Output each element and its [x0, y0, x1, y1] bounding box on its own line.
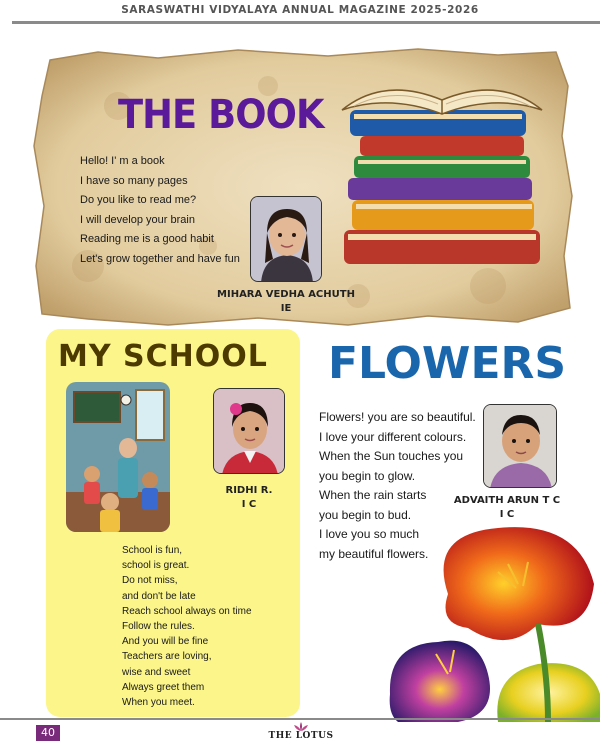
poem-line: I will develop your brain	[80, 213, 195, 226]
book-stack-illustration	[334, 80, 550, 280]
flower-illustration	[388, 524, 600, 722]
poem-line: I love your different colours.	[319, 429, 467, 444]
poem-line: and don't be late	[122, 590, 196, 602]
poem-line: Do you like to read me?	[80, 194, 197, 206]
flowers-title: FLOWERS	[328, 338, 567, 389]
poem-line: Flowers! you are so beautiful.	[319, 410, 476, 424]
poem-line: wise and sweet	[122, 666, 191, 678]
magazine-header: SARASWATHI VIDYALAYA ANNUAL MAGAZINE 2025-2026	[121, 4, 479, 16]
poem-line: When you meet.	[122, 697, 195, 709]
author-caption-advaith	[452, 494, 562, 522]
poem-line: Follow the rules.	[122, 621, 195, 633]
poem-line: my beautiful flowers.	[319, 546, 429, 561]
school-poem	[122, 543, 252, 710]
book-title: THE BOOK	[118, 92, 324, 138]
author-name: MIHARA VEDHA ACHUTH	[217, 289, 355, 300]
author-caption-ridhi	[210, 484, 288, 512]
poem-line: When the rain starts	[319, 488, 427, 502]
poem-line: When the Sun touches you	[319, 449, 464, 463]
poem-line: I have so many pages	[80, 174, 188, 187]
magazine-logo	[266, 722, 336, 746]
logo-text: THE LOTUS	[268, 731, 334, 741]
poem-line: And you will be fine	[122, 636, 209, 648]
classroom-illustration	[66, 382, 170, 532]
author-class: IE	[280, 303, 292, 314]
poem-line: Teachers are loving,	[122, 651, 212, 663]
author-photo-advaith	[483, 404, 557, 488]
poem-line: you begin to bud.	[319, 507, 412, 522]
lotus-icon	[291, 722, 311, 731]
author-class: I C	[499, 509, 515, 520]
page-number-badge: 40	[36, 725, 60, 741]
poem-line: Always greet them	[122, 681, 205, 693]
poem-line: school is great.	[122, 560, 190, 572]
poem-line: Let's grow together and have fun	[80, 252, 240, 265]
poem-line: Do not miss,	[122, 575, 178, 587]
author-photo-mihara	[250, 196, 322, 282]
poem-line: you begin to glow.	[319, 468, 416, 483]
poem-line: School is fun,	[122, 545, 183, 556]
footer-divider	[0, 718, 600, 720]
author-name: RIDHI R.	[225, 485, 273, 496]
poem-line: Reach school always on time	[122, 605, 252, 617]
author-class: I C	[241, 499, 257, 510]
author-caption-mihara	[206, 288, 366, 316]
book-poem	[80, 152, 240, 269]
school-title: MY SCHOOL	[58, 339, 268, 374]
poem-line: I love you so much	[319, 527, 420, 541]
poem-line: Reading me is a good habit	[80, 233, 214, 245]
author-name: ADVAITH ARUN T C	[453, 495, 561, 506]
poem-line: Hello! I' m a book	[80, 155, 165, 167]
author-photo-ridhi	[213, 388, 285, 474]
header-divider	[12, 21, 600, 24]
